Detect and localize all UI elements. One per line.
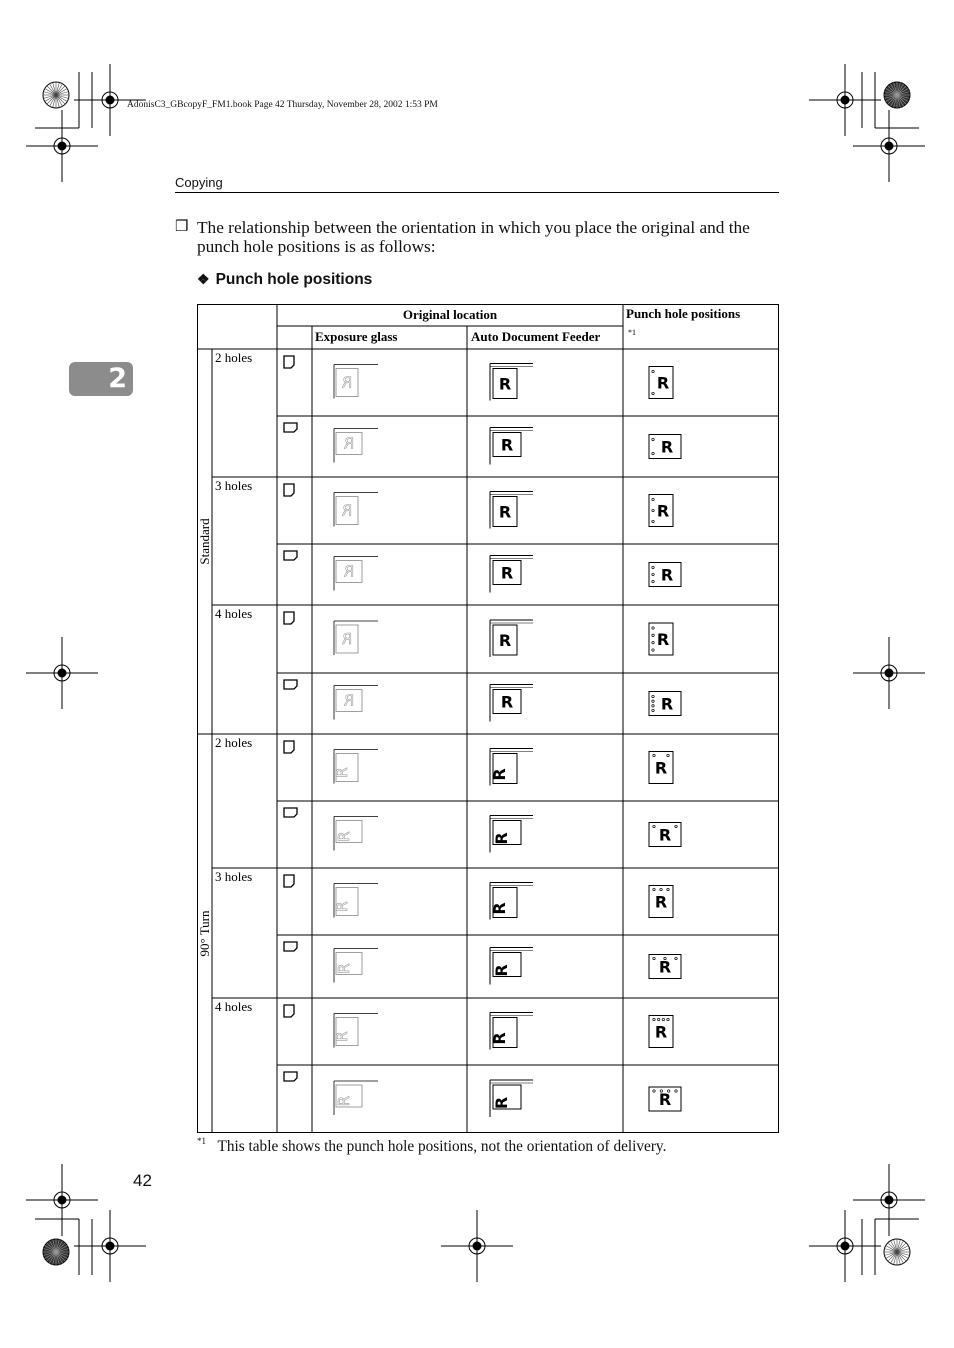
chapter-tab: 2 bbox=[69, 362, 133, 396]
group-label: 2 holes bbox=[215, 735, 253, 750]
svg-text:R: R bbox=[654, 1022, 668, 1042]
svg-text:R: R bbox=[660, 437, 674, 457]
punch-result-diagram bbox=[649, 692, 681, 716]
group-label: 3 holes bbox=[215, 869, 253, 884]
svg-text:R: R bbox=[498, 631, 512, 650]
exposure-glass-diagram bbox=[334, 493, 378, 527]
print-header-info: AdonisC3_GBcopyF_FM1.book Page 42 Thursday, November 28, 2002 1:53 PM bbox=[127, 100, 438, 110]
svg-text:R: R bbox=[341, 373, 353, 392]
svg-text:R: R bbox=[658, 957, 672, 977]
svg-text:R: R bbox=[341, 501, 353, 520]
section-subheading bbox=[197, 271, 372, 289]
svg-text:R: R bbox=[654, 758, 668, 778]
svg-text:R: R bbox=[660, 565, 674, 585]
subheading-title: Punch hole positions bbox=[215, 271, 373, 288]
intro-note bbox=[175, 218, 781, 256]
svg-text:R: R bbox=[500, 435, 514, 455]
landscape-sheet-icon bbox=[284, 942, 297, 951]
adf-diagram bbox=[490, 749, 533, 786]
group-label: 4 holes bbox=[215, 606, 253, 621]
svg-text:R: R bbox=[658, 1090, 672, 1109]
header-adf: Auto Document Feeder bbox=[471, 329, 601, 344]
svg-text:R: R bbox=[335, 1095, 353, 1107]
exposure-glass-diagram bbox=[334, 686, 378, 720]
adf-diagram bbox=[490, 428, 533, 465]
page-number: 42 bbox=[133, 1171, 152, 1190]
svg-text:R: R bbox=[343, 434, 355, 453]
adf-diagram bbox=[490, 1013, 533, 1050]
portrait-sheet-icon bbox=[284, 741, 294, 753]
header-original-location: Original location bbox=[402, 307, 498, 322]
adf-diagram bbox=[490, 883, 533, 920]
footnote-text: This table shows the punch hole positions, not the orientation of delivery. bbox=[217, 1138, 667, 1155]
portrait-sheet-icon bbox=[284, 612, 294, 624]
svg-text:R: R bbox=[654, 892, 668, 912]
landscape-sheet-icon bbox=[284, 551, 297, 560]
svg-text:R: R bbox=[341, 630, 353, 648]
svg-text:R: R bbox=[333, 901, 351, 912]
landscape-sheet-icon bbox=[284, 808, 297, 817]
landscape-sheet-icon bbox=[284, 680, 297, 689]
header-rule bbox=[175, 192, 779, 193]
svg-text:R: R bbox=[343, 562, 355, 581]
adf-diagram bbox=[490, 556, 533, 593]
svg-text:R: R bbox=[656, 501, 670, 521]
punch-result-diagram bbox=[649, 1016, 673, 1048]
checkbox-icon: ❒ bbox=[175, 219, 189, 235]
adf-diagram bbox=[490, 620, 533, 657]
footnote bbox=[197, 1138, 666, 1156]
punch-result-diagram bbox=[649, 1087, 681, 1111]
landscape-sheet-icon bbox=[284, 423, 297, 432]
punch-result-diagram bbox=[649, 823, 681, 847]
adf-diagram bbox=[490, 948, 533, 985]
exposure-glass-diagram bbox=[333, 750, 378, 784]
section-label: 90° Turn bbox=[197, 910, 212, 957]
svg-text:R: R bbox=[660, 694, 674, 714]
svg-text:R: R bbox=[658, 825, 672, 845]
svg-text:R: R bbox=[490, 768, 509, 781]
svg-text:R: R bbox=[492, 964, 511, 977]
punch-result-diagram bbox=[649, 435, 681, 459]
punch-result-diagram bbox=[649, 367, 673, 399]
diamond-bullet-icon: ❖ bbox=[197, 271, 210, 287]
adf-diagram bbox=[490, 1080, 533, 1117]
svg-text:R: R bbox=[343, 691, 355, 710]
svg-text:R: R bbox=[498, 502, 512, 522]
svg-text:R: R bbox=[656, 373, 670, 393]
exposure-glass-diagram bbox=[334, 949, 378, 983]
group-label: 4 holes bbox=[215, 999, 253, 1014]
svg-text:R: R bbox=[333, 767, 351, 778]
punch-result-diagram bbox=[649, 495, 673, 527]
adf-diagram bbox=[490, 685, 533, 722]
svg-text:R: R bbox=[500, 692, 514, 712]
exposure-glass-diagram bbox=[334, 365, 378, 399]
exposure-glass-diagram bbox=[334, 429, 378, 463]
section-label: Standard bbox=[197, 518, 212, 565]
exposure-glass-diagram bbox=[334, 557, 378, 591]
punch-result-diagram bbox=[649, 752, 673, 784]
group-label: 3 holes bbox=[215, 478, 253, 493]
running-header: Copying bbox=[175, 175, 223, 190]
intro-text: The relationship between the orientation in which you place the original and the punch hole positions is as follows: bbox=[197, 218, 750, 256]
portrait-sheet-icon bbox=[284, 356, 294, 368]
svg-text:R: R bbox=[333, 1031, 351, 1042]
svg-text:R: R bbox=[490, 902, 509, 915]
portrait-sheet-icon bbox=[284, 875, 294, 887]
portrait-sheet-icon bbox=[284, 1005, 294, 1017]
header-punch-footnote-mark: *1 bbox=[628, 328, 636, 337]
punch-result-diagram bbox=[649, 563, 681, 587]
punch-result-diagram bbox=[649, 955, 681, 979]
exposure-glass-diagram bbox=[334, 817, 378, 851]
svg-text:R: R bbox=[498, 374, 512, 394]
svg-text:R: R bbox=[490, 1032, 509, 1045]
landscape-sheet-icon bbox=[284, 1072, 297, 1081]
exposure-glass-diagram bbox=[333, 884, 378, 918]
punch-result-diagram bbox=[649, 886, 673, 918]
adf-diagram bbox=[490, 492, 533, 529]
group-label: 2 holes bbox=[215, 350, 253, 365]
svg-text:R: R bbox=[656, 630, 670, 649]
svg-text:R: R bbox=[335, 831, 353, 842]
svg-text:R: R bbox=[500, 563, 514, 583]
adf-diagram bbox=[490, 816, 533, 853]
exposure-glass-diagram bbox=[333, 1014, 378, 1048]
portrait-sheet-icon bbox=[284, 484, 294, 496]
svg-text:R: R bbox=[335, 963, 353, 974]
svg-text:R: R bbox=[492, 832, 511, 845]
exposure-glass-diagram bbox=[334, 1081, 378, 1115]
header-punch-positions: Punch hole positions bbox=[626, 306, 741, 321]
exposure-glass-diagram bbox=[334, 621, 378, 655]
punch-result-diagram bbox=[649, 623, 673, 655]
adf-diagram bbox=[490, 364, 533, 401]
svg-text:R: R bbox=[492, 1096, 511, 1110]
footnote-marker: *1 bbox=[197, 1136, 206, 1146]
punch-hole-table bbox=[197, 304, 779, 1133]
header-exposure-glass: Exposure glass bbox=[315, 329, 398, 344]
